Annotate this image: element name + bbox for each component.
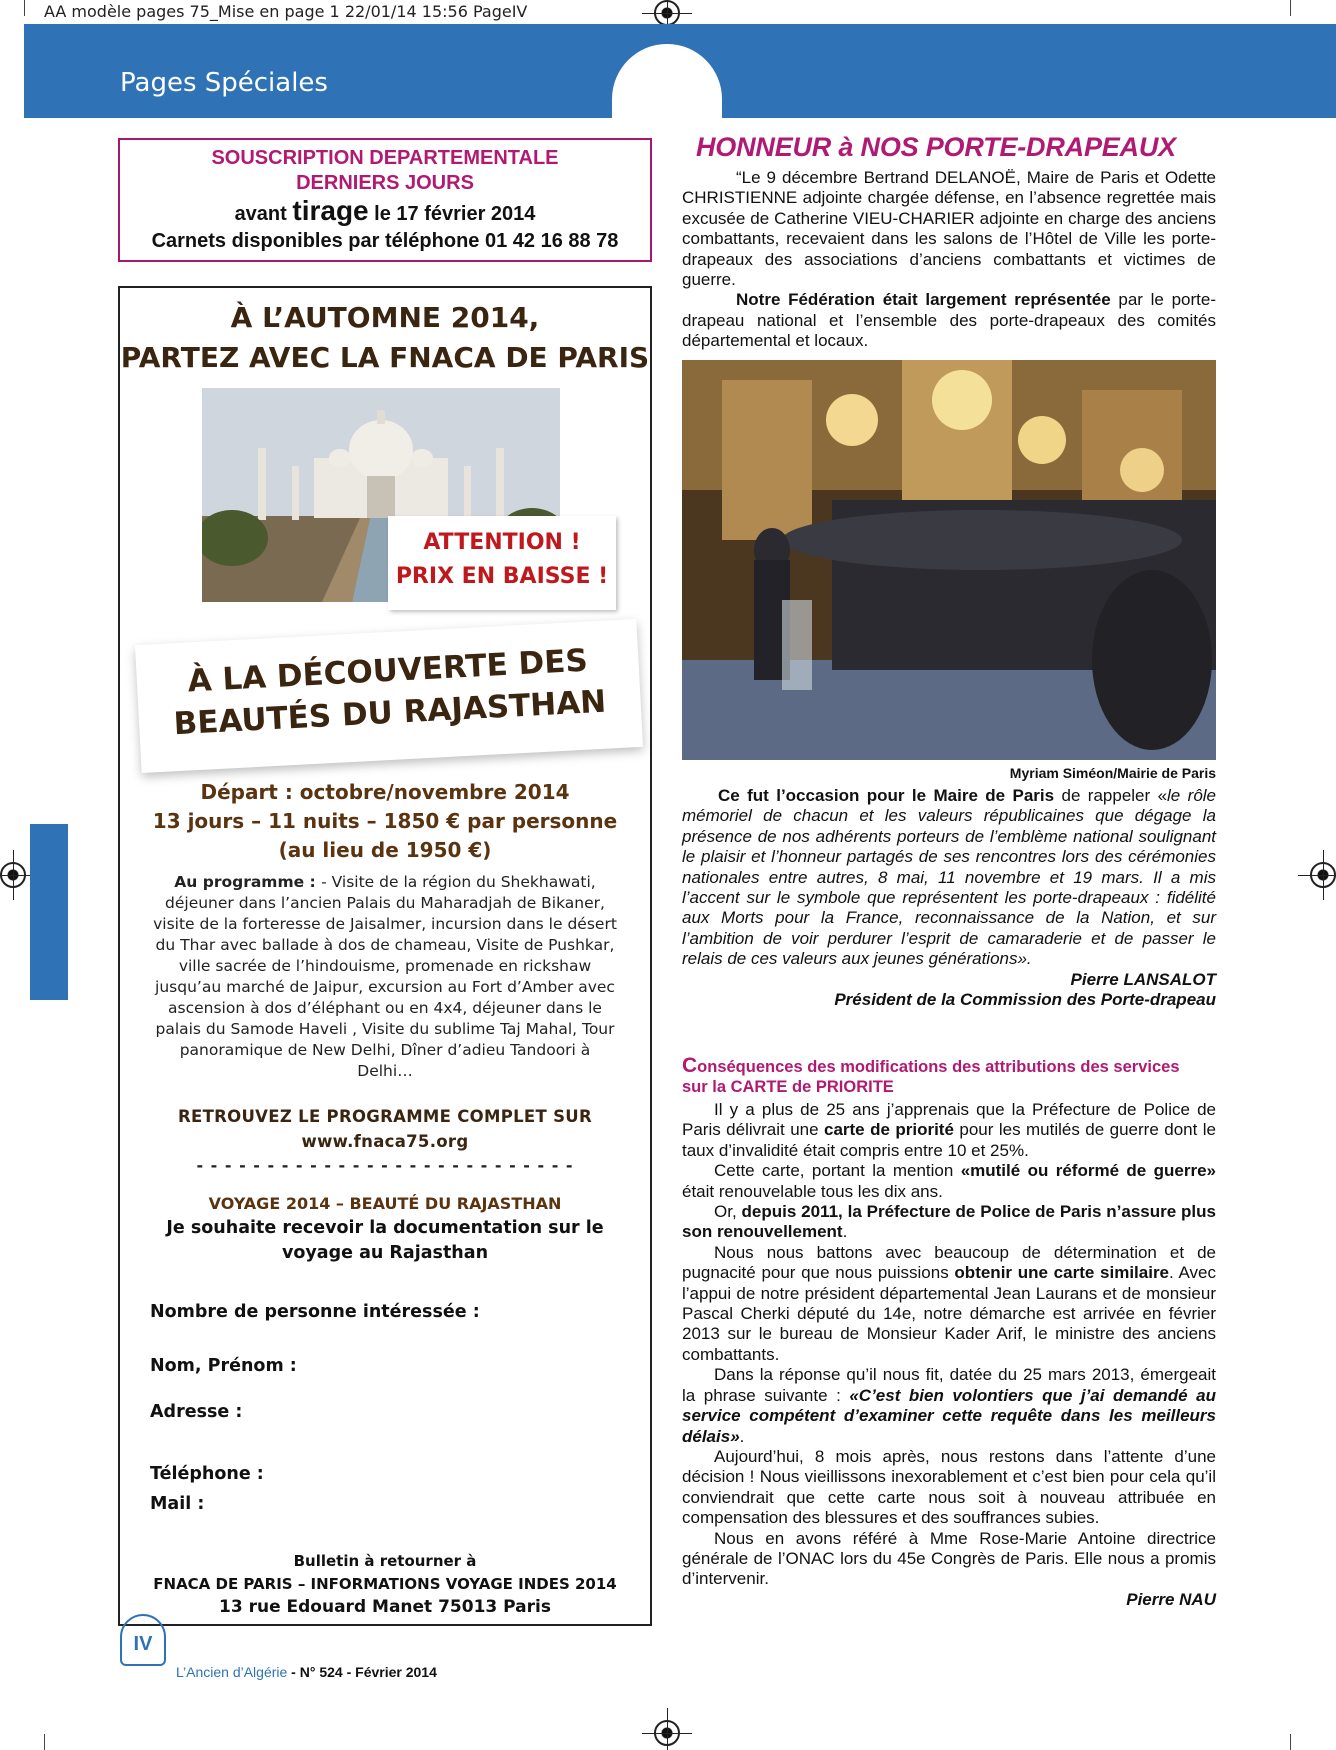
souscription-box — [118, 138, 652, 262]
article-paragraph: Notre Fédération était largement représentée par le porte-drapeau national et l’ensemble des porte-drapeaux des comités départemental et locaux. — [682, 290, 1216, 351]
trip-details: Départ : octobre/novembre 2014 13 jours – 11 nuits – 1850 € par personne (au lieu de 1950 €) — [152, 780, 618, 862]
coupon-title: VOYAGE 2014 – BEAUTÉ DU RAJASTHAN — [208, 1194, 562, 1213]
article2-body — [682, 1100, 1216, 1610]
printer-slug: AA modèle pages 75_Mise en page 1 22/01/14 15:56 PageIV — [44, 2, 528, 21]
signature-name: Pierre LANSALOT — [1070, 969, 1216, 989]
article2-title: Conséquences des modifications des attributions des services sur la CARTE de PRIORITE — [682, 1054, 1180, 1096]
coupon-subtitle: Je souhaite recevoir la documentation sur le voyage au Rajasthan — [166, 1218, 604, 1263]
trip-programme: Au programme : - Visite de la région du Shekhawati, déjeuner dans l’ancien Palais du Maharadjah de Bikaner, visite de la forteresse de Jaisalmer, incursion dans le désert du Thar avec ballade à dos de chameau, Visite de Pushkar, ville sacrée de l’hindouisme, promenade en rickshaw jusqu’au marché de Jaipur, excursion au Fort d’Amber avec ascension à dos d’éléphant ou en 4x4, déjeuner dans le palais du Samode Haveli , Visite du sublime Taj Mahal, Tour panoramique de New Delhi, Dîner d’adieu Tandoori à Delhi… — [153, 873, 617, 1080]
cut-line: - - - - - - - - - - - - - - - - - - - - - - - - - - - — [196, 1156, 574, 1175]
field-adresse-label: Adresse : — [150, 1402, 243, 1422]
article-paragraph: Nous nous battons avec beaucoup de détermination et de pugnacité pour que nous puissions obtenir une carte similaire. Avec l’appui de notre président départemental Jean Laurans et de monsieur Pascal Cherki député du 14e, notre démarche est arrivée en février 2013 sur le bureau de Monsieur Kader Arif, le ministre des anciens combattants. — [682, 1242, 1216, 1364]
article-title: HONNEUR à NOS PORTE-DRAPEAUX — [696, 132, 1176, 162]
crop-mark — [1290, 0, 1291, 16]
crop-mark — [1290, 1734, 1291, 1750]
crop-mark — [44, 1734, 45, 1750]
article-quote-block — [682, 786, 1216, 1010]
ceremony-photo — [682, 360, 1216, 760]
souscription-title: SOUSCRIPTION DEPARTEMENTALE — [211, 147, 559, 169]
side-color-tab — [30, 824, 68, 1000]
section-title: Pages Spéciales — [120, 68, 328, 98]
souscription-subtitle: DERNIERS JOURS — [296, 172, 474, 194]
souscription-date: avant tirage le 17 février 2014 — [234, 195, 536, 226]
article-paragraph: Cette carte, portant la mention «mutilé ou réformé de guerre» était renouvelable tous les dix ans. — [682, 1161, 1216, 1201]
field-telephone-label: Téléphone : — [150, 1464, 264, 1484]
registration-mark-icon — [654, 1720, 680, 1746]
signature-role: Président de la Commission des Porte-drapeau — [834, 990, 1216, 1010]
article-paragraph: “Le 9 décembre Bertrand DELANOË, Maire de Paris et Odette CHRISTIENNE adjointe chargée défense, en l’absence regrettée mais excusée de Catherine VIEU-CHARIER adjointe en charge des anciens combattants, recevaient dans les salons de l’Hôtel de Ville les porte-drapeaux des associations d’anciens combattants et victimes de guerre. — [682, 168, 1216, 290]
programme-link-block: RETROUVEZ LE PROGRAMME COMPLET SUR www.fnaca75.org — [120, 1104, 650, 1154]
travel-promo-box — [118, 286, 652, 1626]
article-intro — [682, 168, 1216, 352]
article-paragraph: Ce fut l’occasion pour le Maire de Paris de rappeler «le rôle mémoriel de chacun et les valeurs républicaines que dégage la présence de nos adhérents porteurs de l’emblème national soulignant le plaisir et l’honneur partagés de ses rencontres lors des cérémonies nationales entre autres, 8 mai, 11 novembre et 19 mars. Il a mis l’accent sur le symbole que représentent les porte-drapeaux : fidélité aux Morts pour la France, reconnaissance de la Nation, et sur l’ambition de voir perdurer l’esprit de camaraderie et de passer le relais de ces valeurs aux jeunes générations». — [682, 786, 1217, 969]
discovery-headline: À LA DÉCOUVERTE DES BEAUTÉS DU RAJASTHAN — [135, 619, 643, 773]
article-paragraph: Il y a plus de 25 ans j’apprenais que la Préfecture de Police de Paris délivrait une carte de priorité pour les mutilés de guerre dont le taux d’invalidité était compris entre 10 et 25%. — [682, 1100, 1216, 1160]
article-paragraph: Or, depuis 2011, la Préfecture de Police de Paris n’assure plus son renouvellement. — [682, 1202, 1216, 1242]
crop-mark — [24, 0, 25, 16]
registration-mark-icon — [654, 0, 680, 26]
souscription-phone: Carnets disponibles par téléphone 01 42 16 88 78 — [151, 230, 619, 252]
field-nombre-label: Nombre de personne intéressée : — [150, 1302, 480, 1322]
photo-credit: Myriam Siméon/Mairie de Paris — [1009, 765, 1216, 781]
article-paragraph: Aujourd’hui, 8 mois après, nous restons dans l’attente d’une décision ! Nous vieillissons inexorablement et c’est bien pour cela qu’il conviendrait que cette carte nous soit à nouveau attribuée en compensation des blessures et des souffrances subies. — [682, 1446, 1216, 1528]
signature-name: Pierre NAU — [1126, 1589, 1216, 1609]
article-paragraph: Dans la réponse qu’il nous fit, datée du 25 mars 2013, émergeait la phrase suivante : «C’est bien volontiers que j’ai demandé au service compétent d’examiner cette requête dans les meilleurs délais». — [682, 1365, 1216, 1446]
footer-publication: L’Ancien d’Algérie - N° 524 - Février 2014 — [176, 1664, 437, 1680]
website-link[interactable]: www.fnaca75.org — [301, 1132, 469, 1151]
field-mail-label: Mail : — [150, 1494, 205, 1514]
registration-mark-icon — [0, 862, 26, 888]
article-paragraph: Nous en avons référé à Mme Rose-Marie Antoine directrice générale de l’ONAC lors du 45e Congrès de Paris. Elle nous a promis d’intervenir. — [682, 1528, 1216, 1589]
promo-headline: À L’AUTOMNE 2014, PARTEZ AVEC LA FNACA DE PARIS — [120, 301, 650, 374]
return-address: Bulletin à retourner à FNACA DE PARIS – INFORMATIONS VOYAGE INDES 2014 13 rue Edouard Manet 75013 Paris — [153, 1552, 617, 1617]
field-nom-label: Nom, Prénom : — [150, 1356, 297, 1376]
price-drop-badge: ATTENTION ! PRIX EN BAISSE ! — [388, 516, 616, 610]
registration-mark-icon — [1310, 862, 1336, 888]
page-number-badge: IV — [120, 1614, 166, 1666]
